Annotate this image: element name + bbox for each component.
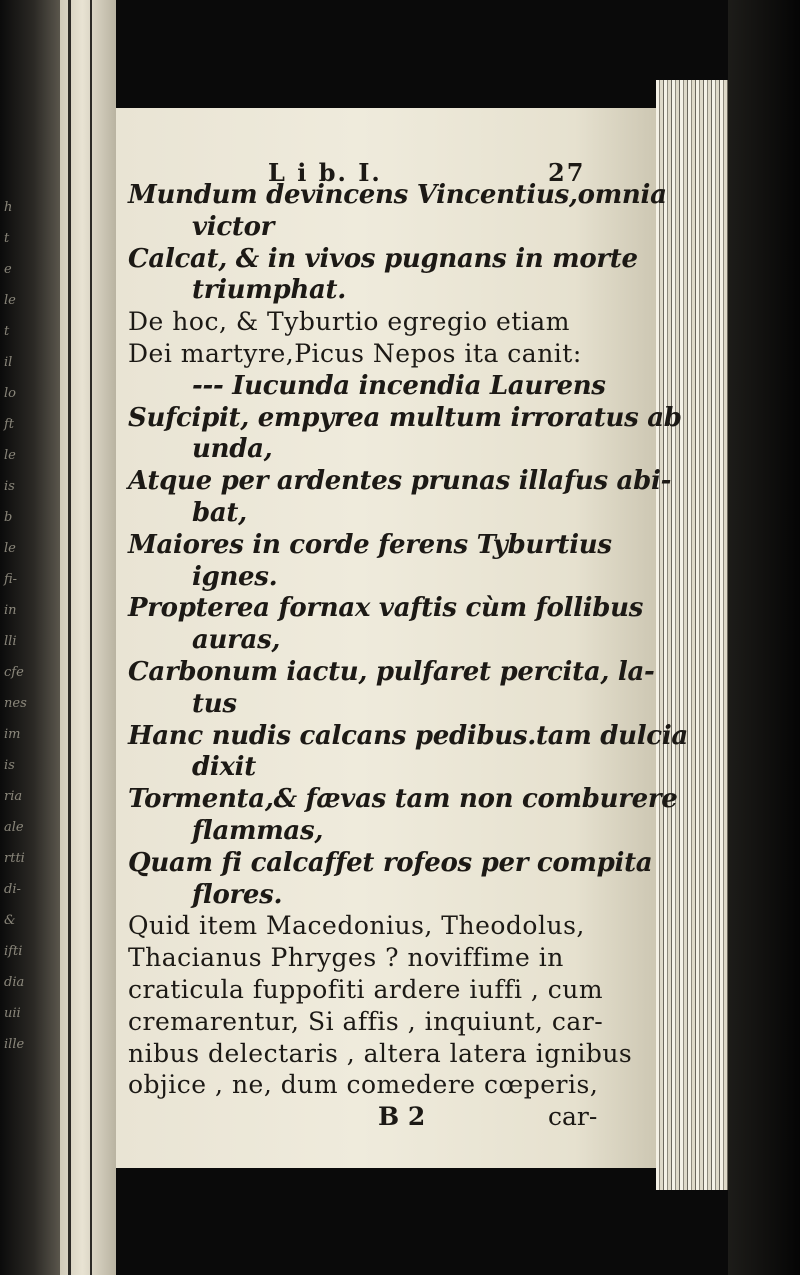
text-line: flammas, (192, 816, 324, 846)
text-line: nibus delectaris , altera latera ignibus (128, 1038, 633, 1068)
facing-page-fragment: h (4, 200, 13, 215)
facing-page-fragment: rtti (4, 851, 25, 866)
text-line: dixit (192, 752, 256, 783)
facing-page-fragment: e (4, 262, 12, 277)
text-line: objice , ne, dum comedere cœperis, (128, 1070, 599, 1100)
signature-mark: B 2 (378, 1102, 426, 1132)
facing-page-fragment: ria (4, 789, 23, 804)
facing-page-fragment: is (4, 479, 15, 494)
facing-page-fragment: fi- (4, 572, 18, 587)
running-head: L i b. I. (268, 158, 382, 187)
bottom-background (116, 1168, 728, 1275)
facing-page-fragment: b (4, 510, 13, 525)
text-line: Dei martyre,Picus Nepos ita canit: (128, 339, 582, 368)
facing-page-fragment: im (4, 727, 21, 742)
facing-page-fragment: le (4, 293, 16, 308)
facing-page-fragment: le (4, 541, 16, 556)
text-line: ignes. (192, 561, 278, 592)
text-line: tus (192, 688, 237, 719)
facing-page-fragment: ale (4, 820, 24, 835)
text-line: Hanc nudis calcans pedibus.tam dulcia (128, 720, 688, 751)
facing-page-fragment: dia (4, 975, 25, 990)
facing-page-fragment: ille (4, 1037, 25, 1052)
text-line: victor (192, 211, 275, 242)
facing-page-fragment: il (4, 355, 13, 370)
text-line: Quid item Macedonius, Theodolus, (128, 911, 585, 941)
facing-page-margin (0, 0, 60, 1275)
text-line: Carbonum iactu, pulfaret percita, la- (128, 657, 655, 687)
catchword: car- (548, 1102, 598, 1132)
book-gutter (60, 0, 116, 1275)
facing-page-fragment: nes (4, 696, 27, 711)
gutter-shadow-line (68, 0, 71, 1275)
facing-page-fragment: is (4, 758, 15, 773)
text-line: Calcat, & in vivos pugnans in morte (128, 243, 638, 274)
facing-page-fragment: t (4, 231, 10, 246)
facing-page-fragment: le (4, 448, 16, 463)
facing-page-fragment: lo (4, 386, 16, 401)
page-number: 27 (548, 158, 586, 187)
text-line: Propterea fornax vaftis cùm follibus (128, 593, 644, 624)
text-line: Sufcipit, empyrea multum irroratus ab (128, 402, 682, 433)
right-background (728, 0, 800, 1275)
text-line: Atque per ardentes prunas illafus abi- (128, 466, 672, 497)
facing-page-fragment: cfe (4, 665, 24, 680)
text-line: De hoc, & Tyburtio egregio etiam (128, 307, 570, 337)
text-line: flores. (192, 879, 283, 910)
facing-page-fragment: uii (4, 1006, 21, 1021)
text-line: bat, (192, 498, 247, 528)
text-line: Quam fi calcaffet rofeos per compita (128, 847, 653, 878)
text-line: triumphat. (192, 275, 346, 306)
facing-page-fragment: in (4, 603, 17, 618)
text-line: craticula fuppofiti ardere iuffi , cum (128, 975, 604, 1004)
text-line: auras, (192, 625, 281, 656)
text-line: cremarentur, Si affis , inquiunt, car- (128, 1006, 604, 1036)
text-line: --- Iucunda incendia Laurens (192, 370, 606, 401)
top-background (116, 0, 728, 108)
text-line: unda, (192, 434, 273, 465)
facing-page-fragment: lli (4, 634, 17, 649)
facing-page-fragment: t (4, 324, 10, 339)
text-line: Tormenta,& fævas tam non comburere (128, 784, 678, 815)
text-line: Mundum devincens Vincentius,omnia (128, 180, 667, 210)
facing-page-fragment: & (4, 913, 16, 928)
facing-page-fragment: di- (4, 882, 21, 897)
page-edges (656, 80, 728, 1190)
text-line: Maiores in corde ferens Tyburtius (128, 529, 612, 560)
page-footer (128, 1102, 648, 1134)
facing-page-fragment: ifti (4, 944, 23, 959)
facing-page-fragment: ft (4, 417, 15, 432)
text-line: Thacianus Phryges ? noviffime in (128, 943, 564, 973)
gutter-fold-line (90, 0, 92, 1275)
